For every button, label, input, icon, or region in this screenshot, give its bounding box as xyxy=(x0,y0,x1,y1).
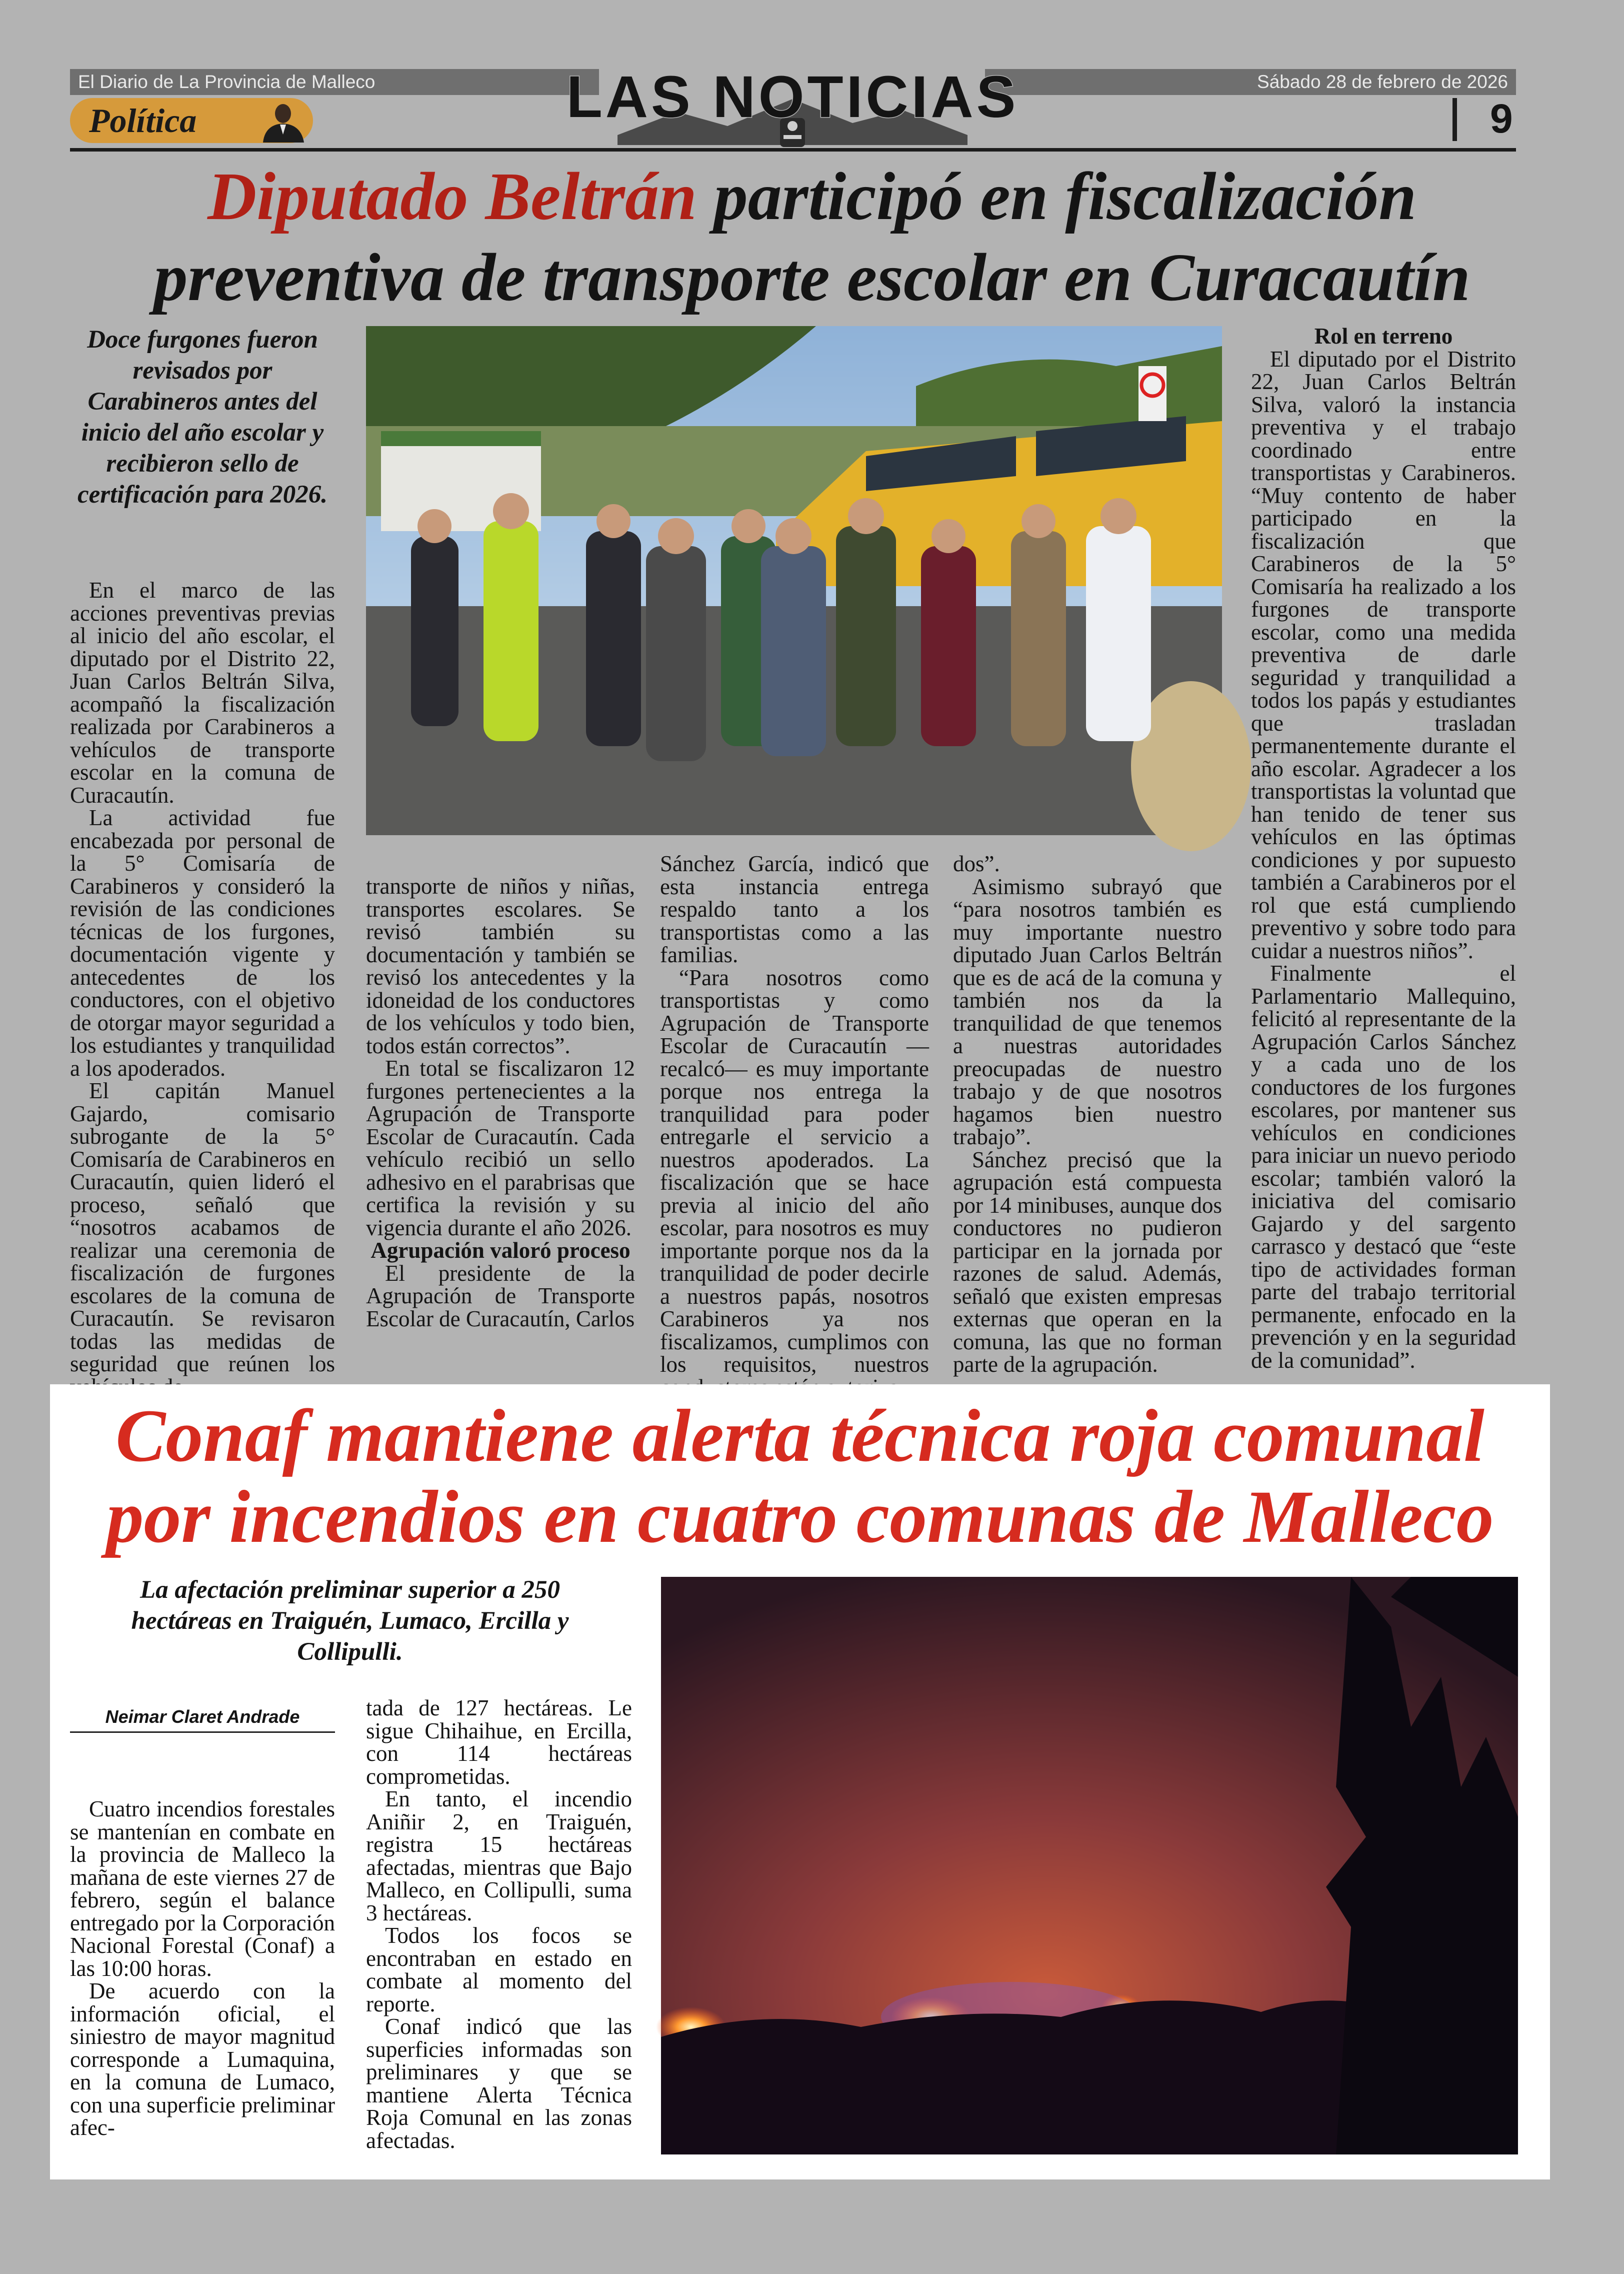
headline-rest: participó en fiscalización xyxy=(696,159,1416,234)
masthead-logo xyxy=(566,64,1019,159)
article1-column-5 xyxy=(1251,325,1516,1372)
paragraph: Sánchez precisó que la agrupación está compuesta por 14 minibuses, aunque dos conductores no pudieron participar en la jornada por razones de salud. Además, señaló que existen empresas externas que operan en la comuna, las que no forman parte de la agrupación. xyxy=(953,1147,1222,1377)
columnist-avatar-icon xyxy=(254,100,309,143)
article2-photo xyxy=(661,1577,1518,2154)
article2-column-2 xyxy=(366,1697,632,2152)
article1-lead: Doce furgones fueron revisados por Carabineros antes del inicio del año escolar y recibieron sello de certificación para 2026. xyxy=(77,326,328,509)
paragraph: dos”. xyxy=(953,851,1000,876)
paragraph: El diputado por el Distrito 22, Juan Carlos Beltrán Silva, valoró la instancia preventiva y el trabajo coordinado entre transportistas y Carabineros. “Muy contento de haber participado en la fiscalización que Carabineros de la 5° Comisaría ha realizado a los furgones de transporte escolar, como una medida preventiva de darle seguridad y tranquilidad a todos los papás y estudiantes que trasladan permanentemente durante el año escolar. Agradecer a los transportistas la voluntad que han tenido de tener sus vehículos en las óptimas condiciones y por supuesto también a Carabineros por el rol que está cumpliendo preventivo y sobre todo para cuidar a nuestros niños”. xyxy=(1251,346,1516,963)
paragraph: Asimismo subrayó que “para nosotros también es muy importante nuestro diputado Juan Carlos Beltrán que es de acá de la comuna y también nos da la tranquilidad de que tenemos a nuestras autoridades preocupadas de nuestro trabajo y de que nosotros hagamos bien nuestro trabajo”. xyxy=(953,874,1222,1149)
paragraph: En total se fiscalizaron 12 furgones pertenecientes a la Agrupación de Transporte Escolar de Curacautín. Cada vehículo recibió un sello adhesivo en el parabrisas que certifica la revisión y su vigencia durante el año 2026. xyxy=(366,1056,635,1240)
headline-line-2: preventiva de transporte escolar en Curacautín xyxy=(154,240,1470,315)
headline-highlight: Diputado Beltrán xyxy=(208,159,697,234)
article2-lead: La afectación preliminar superior a 250 hectáreas en Traiguén, Lumaco, Ercilla y Collipulli. xyxy=(131,1576,569,1666)
paragraph: Sánchez García, indicó que esta instancia entrega respaldo tanto a los transportistas como a las familias. xyxy=(660,851,929,967)
paragraph: Conaf indicó que las superficies informadas son preliminares y que se mantiene Alerta Técnica Roja Comunal en las zonas afectadas. xyxy=(366,2014,632,2153)
page-number: 9 xyxy=(1490,96,1513,142)
article1-column-1 xyxy=(70,579,335,1398)
paragraph: El presidente de la Agrupación de Transporte Escolar de Curacautín, Carlos xyxy=(366,1260,635,1331)
headline-line-1 xyxy=(0,156,1624,237)
section-label: Política xyxy=(89,102,197,140)
subheading: Agrupación valoró proceso xyxy=(370,1238,630,1263)
paragraph: Todos los focos se encontraban en estado en combate al momento del reporte. xyxy=(366,1923,632,2016)
paragraph: En tanto, el incendio Aniñir 2, en Traiguén, registra 15 hectáreas afectadas, mientras que Bajo Malleco, en Collipulli, suma 3 hectáreas. xyxy=(366,1786,632,1925)
paragraph: Finalmente el Parlamentario Mallequino, felicitó al representante de la Agrupación Carlos Sánchez y a cada uno de los conductores de los furgones escolares, por mantener sus vehículos en condiciones para iniciar un nuevo periodo escolar; también valoró la iniciativa del comisario Gajardo y del sargento carrasco y destacó que “este tipo de actividades forman parte del trabajo territorial permanente, enfocado en la prevención y en la seguridad de la comunidad”. xyxy=(1251,961,1516,1373)
paragraph: Cuatro incendios forestales se mantenían en combate en la provincia de Malleco la mañana de este viernes 27 de febrero, según el balance entregado por la Corporación Nacional Forestal (Conaf) a las 10:00 horas. xyxy=(70,1796,335,1981)
paragraph: tada de 127 hectáreas. Le sigue Chihaihue, en Ercilla, con 114 hectáreas comprometidas. xyxy=(366,1695,632,1789)
paragraph: La actividad fue encabezada por personal de la 5° Comisaría de Carabineros y consideró la revisión de las condiciones técnicas de los furgones, documentación vigente y antecedentes de los conductores, con el objetivo de otorgar mayor seguridad a los estudiantes y tranquilidad a los apoderados. xyxy=(70,805,335,1081)
paragraph: El capitán Manuel Gajardo, comisario subrogante de la 5° Comisaría de Carabineros en Curacautín, quien lideró el proceso, señaló que “nosotros acabamos de realizar una ceremonia de fiscalización de furgones escolares de la comuna de Curacautín. Se revisaron todas las medidas de seguridad que reúnen los xyxy=(70,1078,335,1376)
masthead-text: LAS NOTICIAS xyxy=(566,64,1019,130)
byline: Neimar Claret Andrade xyxy=(105,1706,300,1727)
article1-column-2 xyxy=(366,875,635,1330)
header-rule xyxy=(70,148,1516,152)
article1-photo xyxy=(366,326,1222,835)
article2-column-1 xyxy=(70,1798,335,2139)
issue-date: Sábado 28 de febrero de 2026 xyxy=(985,69,1516,95)
subheading: Rol en terreno xyxy=(1314,324,1453,349)
article1-column-3 xyxy=(660,853,929,1399)
article1-column-4 xyxy=(953,853,1222,1376)
paragraph: “Para nosotros como transportistas y como Agrupación de Transporte Escolar de Curacautín —recalcó— es muy importante porque nos entrega la tranquilidad para poder entregarle el servicio a nuestros apoderados. La fiscalización que se hace previa al inicio del año escolar, para nosotros es muy importante porque nos da la tranquilidad de poder decirle a nuestros papás, nosotros Carabineros ya nos fiscalizamos, cumplimos con los requisitos, nuestros xyxy=(660,965,929,1377)
paragraph: transporte de niños y niñas, transportes escolares. Se revisó también su documentación y también se revisó los antecedentes y la idoneidad de los conductores de los vehículos y todo bien, todos están correctos”. xyxy=(366,874,635,1058)
paragraph: De acuerdo con la información oficial, el siniestro de mayor magnitud corresponde a Lumaquina, en la comuna de Lumaco, con una superficie preliminar afec- xyxy=(70,1978,335,2140)
article2-headline-line-1: Conaf mantiene alerta técnica roja comunal xyxy=(116,1394,1484,1477)
paragraph: En el marco de las acciones preventivas previas al inicio del año escolar, el diputado por el Distrito 22, Juan Carlos Beltrán Silva, acompañó la fiscalización realizada por Carabineros a vehículos de transporte escolar en la comuna de Curacautín. xyxy=(70,578,335,808)
article2-headline-line-2: por incendios en cuatro comunas de Malleco xyxy=(106,1475,1494,1558)
newspaper-subtitle: El Diario de La Provincia de Malleco xyxy=(70,69,599,95)
